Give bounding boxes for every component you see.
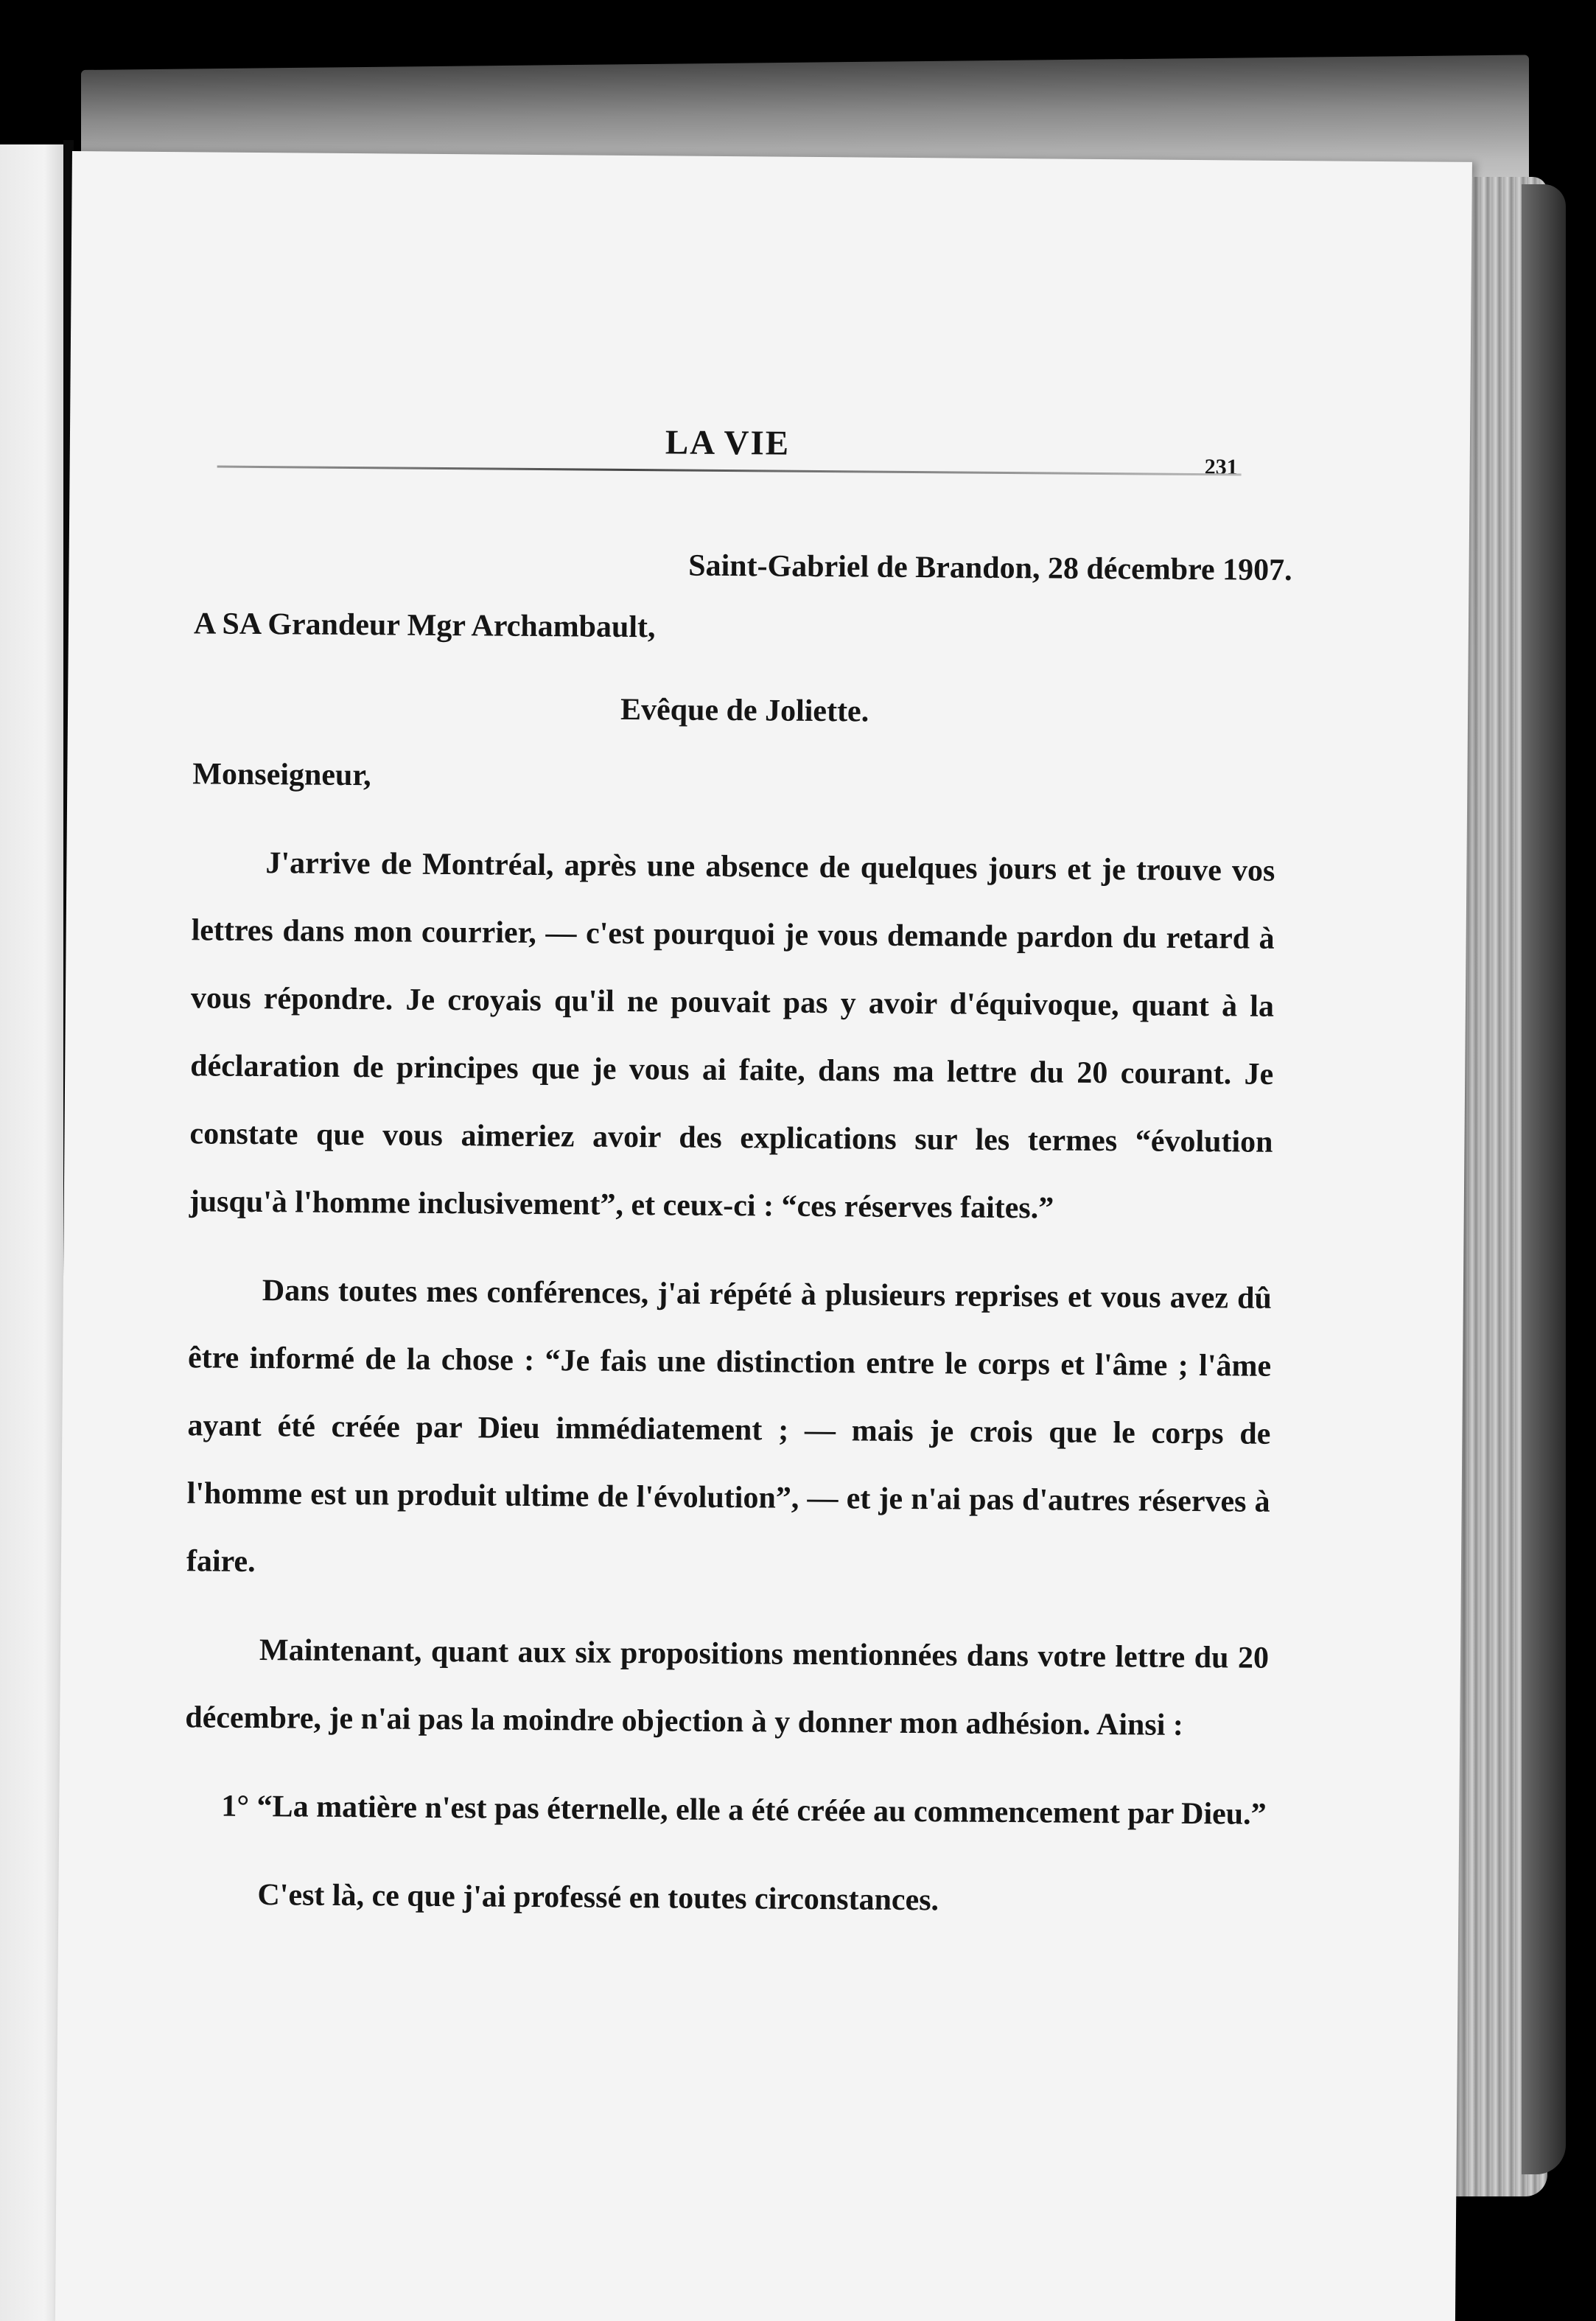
letter-greeting: Monseigneur, <box>192 757 371 793</box>
letter-body <box>183 528 1292 1936</box>
letter-addressee: A SA Grandeur Mgr Archambault, <box>193 607 656 645</box>
header-rule <box>217 466 1242 476</box>
letter-addressee-title: Evêque de Joliette. <box>620 692 869 729</box>
page-number: 231 <box>1204 455 1238 480</box>
running-head-title: LA VIE <box>665 423 791 463</box>
book-cover-edge <box>1522 184 1566 2174</box>
letter-dateline: Saint-Gabriel de Brandon, 28 décembre 1907. <box>688 548 1292 588</box>
book-page <box>55 151 1472 2321</box>
paragraph: Maintenant, quant aux six propositions mentionnées dans votre lettre du 20 décembre, je n'ai pas la moindre objection à y donner mon adhésion. Ainsi : <box>185 1633 1270 1742</box>
paragraph: J'arrive de Montréal, après une absence de quelques jours et je trouve vos lettres dans mon courrier, — c'est pourquoi je vous demande pardon du retard à vous répondre. Je croyais qu'il ne pouvait pas y avoir d'équivoque, quant à la déclaration de principes que je vous ai faite, dans ma lettre du 20 courant. Je constate que vous aimeriez avoir des explications sur les termes “évolution jusqu'à l'homme inclusivement”, et ceux-ci : “ces réserves faites.” <box>189 846 1275 1226</box>
paragraph: C'est là, ce que j'ai professé en toutes circonstances. <box>257 1878 939 1918</box>
paragraph: Dans toutes mes conférences, j'ai répété à plusieurs reprises et vous avez dû être informé de la chose : “Je fais une distinction entre le corps et l'âme ; l'âme ayant été créée par Dieu immédiatement ; — mais je crois que le corps de l'homme est un produit ultime de l'évolution”, — et je n'ai pas d'autres réserves à faire. <box>186 1274 1273 1580</box>
adjacent-page-edge <box>0 144 63 2321</box>
numbered-proposition: 1° “La matière n'est pas éternelle, elle a été créée au commencement par Dieu.” <box>221 1789 1267 1832</box>
